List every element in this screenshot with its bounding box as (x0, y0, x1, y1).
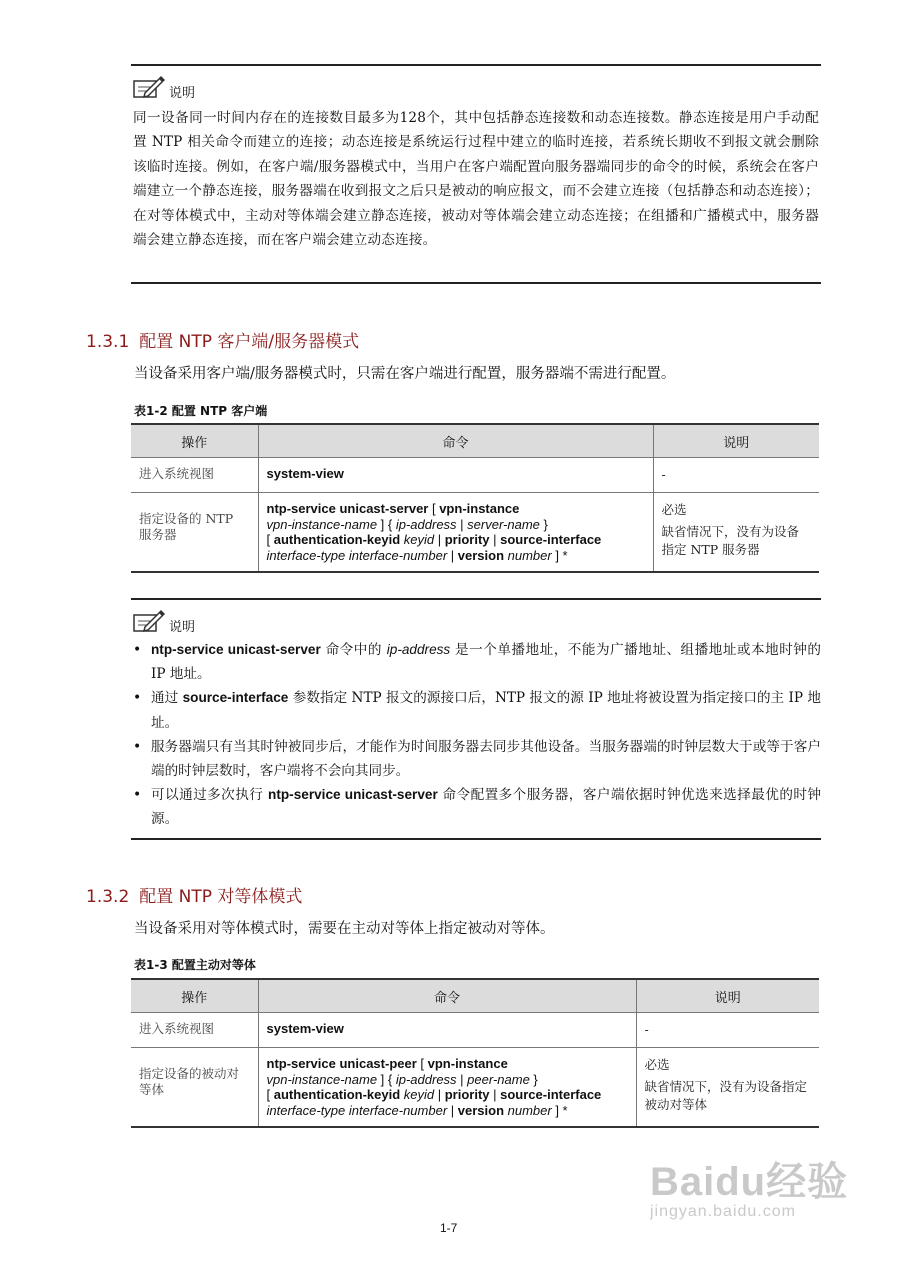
baidu-watermark (650, 1150, 848, 1221)
command-cell (258, 1048, 636, 1128)
page-number: 1-7 (440, 1221, 458, 1235)
cmd-arg: ip-address (395, 516, 457, 532)
note-box-2 (131, 598, 821, 840)
operation-cell: 指定设备的 NTP 服务器 (131, 493, 258, 573)
cmd-keyword: source-interface (500, 532, 602, 548)
description-cell (636, 1048, 819, 1128)
cmd-arg: ip-address (386, 642, 451, 657)
description-cell (653, 493, 819, 573)
section-title: 配置 NTP 客户端/服务器模式 (139, 332, 360, 352)
operation-cell: 指定设备的被动对等体 (131, 1048, 258, 1128)
cmd-arg: server-name (467, 516, 540, 532)
header-description: 说明 (636, 979, 819, 1013)
cmd-syntax: | (447, 1102, 458, 1118)
description-default: 缺省情况下，没有为设备指定被动对等体 (644, 1079, 808, 1112)
cmd-arg: peer-name (467, 1071, 530, 1087)
list-item (151, 638, 821, 686)
operation-cell: 进入系统视图 (131, 458, 258, 493)
command-table-1 (131, 423, 819, 573)
watermark-logo: Baidu经验 (650, 1160, 849, 1204)
watermark-url: jingyan.baidu.com (650, 1203, 796, 1220)
cmd-syntax: } (529, 1071, 538, 1087)
note-label: 说明 (169, 85, 196, 101)
cmd-syntax: | (489, 1087, 501, 1103)
list-text: 通过 (151, 690, 183, 707)
description-cell: - (636, 1013, 819, 1048)
cmd-syntax: | (456, 516, 468, 532)
table-header-row (131, 979, 819, 1013)
cmd-keyword: ntp-service unicast-server (268, 787, 438, 803)
cmd-syntax: [ (428, 501, 440, 516)
header-command: 命令 (258, 979, 636, 1013)
cmd-keyword: source-interface (182, 690, 289, 706)
cmd-keyword: version (457, 547, 505, 563)
operation-cell: 进入系统视图 (131, 1013, 258, 1048)
description-cell: - (653, 458, 819, 493)
description-required: 必选 (644, 1057, 670, 1072)
table-caption: 表1-2 配置 NTP 客户端 (134, 404, 268, 418)
cmd-arg: ip-address (395, 1071, 457, 1087)
cmd-arg: keyid (400, 532, 435, 548)
command-keyword: system-view (266, 466, 344, 481)
cmd-syntax: ] { (377, 1071, 396, 1087)
description-default: 缺省情况下，没有为设备指定 NTP 服务器 (661, 524, 800, 557)
header-operation: 操作 (131, 979, 258, 1013)
cmd-syntax: | (434, 1087, 445, 1103)
cmd-syntax: [ (266, 532, 274, 548)
cmd-syntax: ] * (551, 1102, 568, 1118)
cmd-syntax: [ (266, 1087, 274, 1103)
command-cell (258, 458, 653, 493)
command-cell (258, 1013, 636, 1048)
section-heading-1 (86, 327, 359, 352)
command-keyword: system-view (266, 1021, 344, 1036)
section-number: 1.3.1 (86, 332, 130, 352)
cmd-keyword: version (457, 1102, 505, 1118)
list-text: 可以通过多次执行 (151, 787, 269, 804)
note-bullet-list (131, 638, 821, 832)
cmd-arg: keyid (400, 1087, 435, 1103)
note-label: 说明 (169, 619, 196, 635)
list-text: 是一个单播地址，不能为广播地址、组播地址或本地时钟的 IP 地址。 (151, 642, 821, 683)
header-command: 命令 (258, 424, 653, 458)
table-caption: 表1-3 配置主动对等体 (134, 958, 256, 972)
header-description: 说明 (653, 424, 819, 458)
table-row (131, 458, 819, 493)
cmd-arg: vpn-instance-name (266, 516, 378, 532)
cmd-syntax: } (539, 516, 548, 532)
cmd-keyword: priority (444, 1087, 490, 1103)
cmd-keyword: source-interface (500, 1087, 602, 1103)
note-header (131, 74, 821, 102)
cmd-keyword: ntp-service unicast-server (266, 501, 429, 516)
note-pencil-icon (131, 75, 165, 101)
cmd-arg: number (504, 1102, 552, 1118)
table-row (131, 1013, 819, 1048)
cmd-arg: number (504, 547, 552, 563)
cmd-syntax: | (456, 1071, 468, 1087)
command-table-2 (131, 978, 819, 1128)
cmd-keyword: authentication-keyid (273, 1087, 401, 1103)
note-box-1 (131, 64, 821, 284)
section-intro: 当设备采用对等体模式时，需要在主动对等体上指定被动对等体。 (134, 921, 555, 937)
description-required: 必选 (661, 502, 687, 517)
note-text: 同一设备同一时间内存在的连接数目最多为128个，其中包括静态连接数和动态连接数。静态连接是用户手动配置 NTP 相关命令而建立的连接；动态连接是系统运行过程中建立的临时连接，若系统长期收不到报文就会删除该临时连接。例如，在客户端/服务器模式中，当用户在客户端配置向服务器端同步的命令的时候，系统会在客户端建立一个静态连接，服务器端在收到报文之后只是被动的响应报文，而不会建立连接（包括静态和动态连接）；在对等体模式中，主动对等体端会建立静态连接，被动对等体端会建立动态连接；在组播和广播模式中，服务器端会建立静态连接，而在客户端会建立动态连接。 (133, 110, 819, 249)
section-title: 配置 NTP 对等体模式 (139, 887, 303, 907)
cmd-keyword: priority (444, 532, 490, 548)
cmd-syntax: ] { (377, 516, 396, 532)
table-row (131, 493, 819, 573)
cmd-arg: vpn-instance-name (266, 1071, 378, 1087)
cmd-syntax: | (447, 547, 458, 563)
note-pencil-icon (131, 609, 165, 635)
list-item: • 服务器端只有当其时钟被同步后，才能作为时间服务器去同步其他设备。当服务器端的时钟层数大于或等于客户端的时钟层数时，客户端将不会向其同步。 (151, 735, 821, 783)
list-item (151, 686, 821, 734)
header-operation: 操作 (131, 424, 258, 458)
list-text: 参数指定 NTP 报文的源接口后，NTP 报文的源 IP 地址将被设置为指定接口的主 IP 地址。 (151, 690, 821, 731)
cmd-syntax: [ (416, 1056, 428, 1071)
cmd-arg: interface-type interface-number (266, 547, 448, 563)
table-row (131, 1048, 819, 1128)
list-text: 命令配置多个服务器，客户端依据时钟优选来选择最优的时钟源。 (151, 787, 821, 828)
cmd-syntax: | (489, 532, 501, 548)
cmd-keyword: vpn-instance (427, 1056, 508, 1071)
list-text: 命令中的 (320, 642, 387, 658)
cmd-keyword: vpn-instance (439, 501, 520, 516)
table-header-row (131, 424, 819, 458)
section-number: 1.3.2 (86, 887, 130, 907)
command-cell (258, 493, 653, 573)
cmd-syntax: | (434, 532, 445, 548)
cmd-syntax: ] * (551, 547, 568, 563)
list-item (151, 783, 821, 831)
note-header (131, 608, 821, 636)
cmd-keyword: ntp-service unicast-peer (266, 1056, 417, 1071)
section-heading-2 (86, 882, 302, 907)
cmd-keyword: ntp-service unicast-server (151, 642, 321, 657)
cmd-keyword: authentication-keyid (273, 532, 401, 548)
section-intro: 当设备采用客户端/服务器模式时，只需在客户端进行配置，服务器端不需进行配置。 (134, 366, 676, 382)
cmd-arg: interface-type interface-number (266, 1102, 448, 1118)
